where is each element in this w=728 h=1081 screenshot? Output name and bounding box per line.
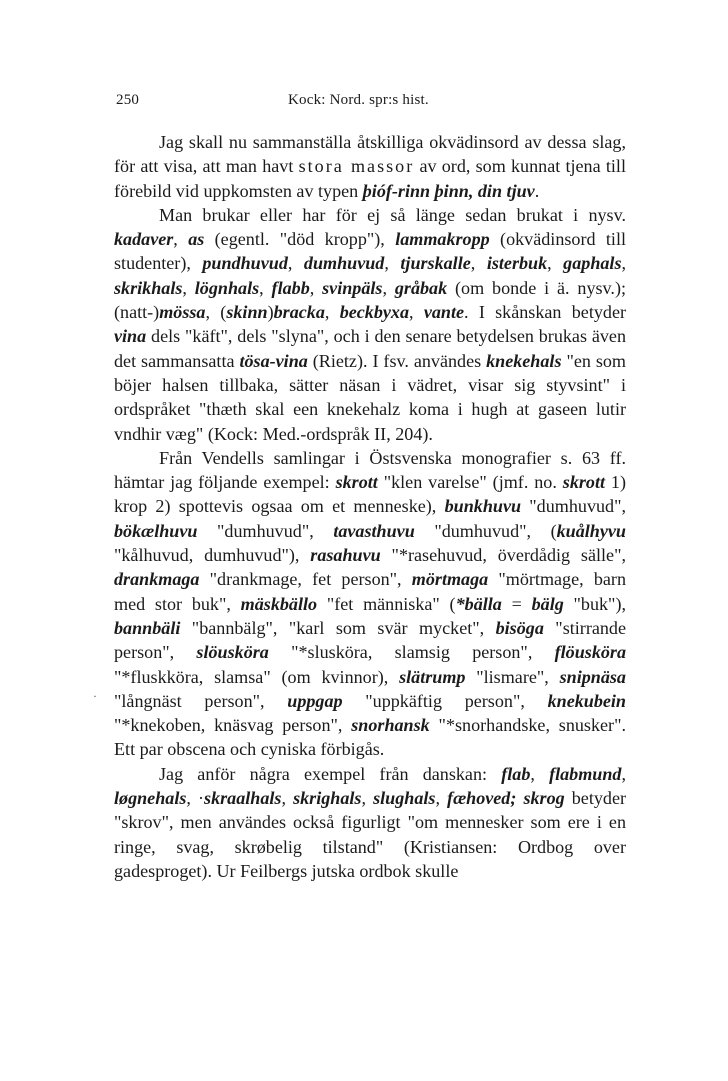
italic-term: mörtmaga [411, 569, 489, 590]
text-run: . I skånskan betyder [464, 302, 627, 323]
italic-term: bannbäli [114, 617, 181, 638]
text-run: , ( [205, 302, 227, 323]
italic-term: mäskbällo [240, 593, 318, 614]
body-text [114, 130, 626, 883]
text-run: Man brukar eller har för ej så länge sedan brukat i nysv. [159, 204, 626, 225]
text-run: "*slusköra, slamsig person", [268, 642, 555, 663]
italic-term: drankmaga [114, 569, 200, 590]
italic-term: flab [501, 763, 531, 784]
italic-term: kadaver [114, 229, 174, 250]
text-run: 1) krop 2) spottevis ogsaa om et menneske), [114, 472, 626, 517]
text-run: , [547, 253, 564, 274]
italic-term: vina [114, 326, 147, 347]
text-run: "drankmage, fet person", [199, 569, 412, 590]
italic-term: flöusköra [554, 642, 626, 663]
italic-term: pundhuvud [202, 253, 288, 274]
italic-term: beckbyxa [339, 302, 410, 323]
text-run: (om bonde i ä. nysv.); (natt-) [114, 277, 626, 323]
text-run: "*snorhandske, snusker". Ett par obscena och cyniska förbigås. [114, 715, 626, 760]
italic-term: *bälla [455, 593, 502, 614]
italic-term: skraalhals [204, 788, 282, 809]
italic-term: as [188, 229, 205, 250]
book-page [114, 92, 626, 883]
text-run: (egentl. "död kropp"), [204, 229, 396, 250]
text-run: dels "käft", dels "slyna", och i den senare betydelsen brukas även det sammansatta [114, 326, 626, 371]
text-run: betyder "skrov", men användes också figurligt "om mennesker som ere i en ringe, svag, skrøbelig tilstand" (Kristiansen: Ordbog over gadesproget). Ur Feilbergs jutska ordbok skulle [114, 788, 627, 881]
text-run: , [182, 277, 195, 298]
text-run: , [281, 788, 294, 809]
italic-term: vante [423, 302, 465, 323]
text-run: "dumhuvud", [521, 496, 626, 517]
text-run: , [361, 788, 374, 809]
text-run: "*knekoben, knäsvag person", [114, 715, 352, 736]
text-run: , · [186, 788, 205, 809]
italic-term: kuålhyvu [556, 520, 626, 541]
italic-term: slughals [373, 788, 436, 809]
italic-term: flabmund [549, 763, 622, 784]
text-run: "dumhuvud", ( [414, 520, 557, 541]
text-run: "en som böjer halsen tillbaka, sätter näsan i vädret, visar sig styvsint" i ordspråket "thæth skal een knekehalz koma i hugh at gaseen lutir vndhir væg" (Kock: Med.-ordspråk II, 204). [114, 350, 627, 444]
italic-term: tösa-vina [239, 350, 308, 371]
italic-term: lögnhals [194, 277, 260, 298]
page-number: 250 [116, 92, 140, 108]
italic-term: skrighals [293, 788, 362, 809]
italic-term: uppgap [287, 690, 343, 711]
text-run: , [287, 253, 304, 274]
text-run: "*rasehuvud, överdådig sälle", [380, 545, 626, 566]
italic-term: tjurskalle [400, 253, 471, 274]
italic-term: knekehals [486, 350, 562, 371]
text-run: "dumhuvud", [197, 520, 334, 541]
text-run: "uppkäftig person", [342, 690, 548, 711]
italic-term: snipnäsa [559, 666, 626, 687]
spaced-emphasis: stora massor [298, 156, 415, 177]
paragraph [114, 762, 626, 883]
text-run: . [534, 180, 540, 201]
text-run: , [384, 253, 401, 274]
page-header [114, 92, 626, 116]
italic-term: rasahuvu [310, 545, 381, 566]
paragraph [114, 203, 626, 446]
text-run: Jag skall nu sammanställa åtskilliga okvädinsord av dessa slag, för att visa, att man havt [114, 132, 626, 177]
margin-mark: · [93, 689, 97, 703]
text-run: "fet människa" ( [317, 593, 456, 614]
italic-term: mössa [159, 302, 206, 323]
text-run: "lismare", [465, 666, 560, 687]
text-run: (Rietz). I fsv. användes [307, 350, 487, 371]
text-run: , [259, 277, 272, 298]
italic-term: slätrump [399, 666, 466, 687]
italic-term: svinpäls [322, 277, 383, 298]
text-run: "mörtmage, barn med stor buk", [114, 569, 626, 614]
italic-term: skrott [335, 472, 378, 493]
text-run: "klen varelse" (jmf. no. [377, 472, 563, 493]
text-run: "stirrande person", [114, 617, 626, 663]
text-run: "buk"), [563, 593, 626, 614]
italic-term: bökælhuvu [114, 520, 198, 541]
italic-term: fæhoved; skrog [447, 788, 565, 809]
italic-term: lammakropp [395, 229, 490, 250]
text-run: , [324, 302, 340, 323]
italic-term: flabb [271, 277, 310, 298]
italic-term: gråbak [394, 277, 448, 298]
text-run: ) [267, 302, 274, 323]
italic-term: isterbuk [486, 253, 548, 274]
text-run: = [501, 593, 532, 614]
text-run: "långnäst person", [114, 690, 288, 711]
italic-term: skinn [226, 302, 268, 323]
text-run: av ord, som kunnat tjena till förebild vid uppkomsten av typen [114, 156, 626, 201]
text-run: Jag anför några exempel från danskan: [159, 763, 502, 784]
text-run: , [621, 763, 627, 784]
italic-term: bisöga [495, 617, 544, 638]
text-run: "bannbälg", "karl som svär mycket", [180, 617, 496, 638]
text-run: "kålhuvud, dumhuvud"), [114, 545, 311, 566]
italic-term: skrott [562, 472, 606, 493]
italic-term: knekubein [547, 690, 626, 711]
italic-term: bälg [531, 593, 564, 614]
text-run: , [530, 763, 550, 784]
italic-term: bunkhuvu [444, 496, 522, 517]
text-run: Från Vendells samlingar i Östsvenska monografier s. 63 ff. hämtar jag följande exempel: [114, 447, 626, 493]
text-run: , [409, 302, 424, 323]
paragraph [114, 130, 626, 203]
text-run: , [621, 253, 627, 274]
paragraph [114, 446, 626, 762]
italic-term: slöusköra [196, 642, 269, 663]
text-run: , [435, 788, 448, 809]
italic-term: gaphals [563, 253, 622, 274]
text-run: (okvädinsord till studenter), [114, 229, 627, 274]
text-run: "*fluskköra, slamsa" (om kvinnor), [114, 666, 400, 687]
running-head: Kock: Nord. spr:s hist. [288, 92, 429, 108]
italic-term: þióf-rinn þinn, din tjuv [362, 180, 535, 201]
italic-term: løgnehals [114, 788, 187, 809]
italic-term: snorhansk [351, 715, 430, 736]
italic-term: bracka [273, 302, 325, 323]
italic-term: tavasthuvu [333, 520, 415, 541]
text-run: , [382, 277, 395, 298]
text-run: , [470, 253, 487, 274]
italic-term: dumhuvud [303, 253, 385, 274]
text-run: , [173, 229, 189, 250]
italic-term: skrikhals [114, 277, 183, 298]
text-run: , [309, 277, 323, 298]
